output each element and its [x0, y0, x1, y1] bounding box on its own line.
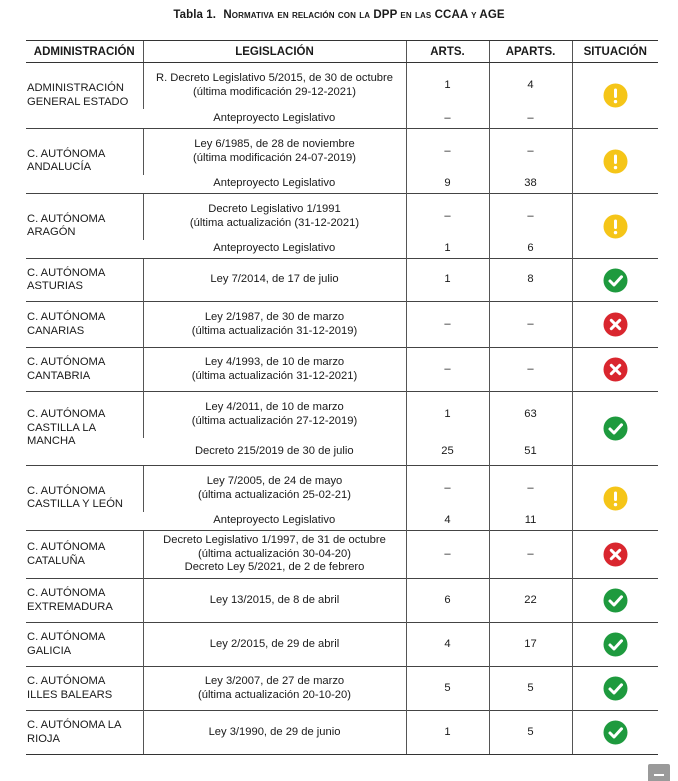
aparts-cell: –: [489, 109, 572, 129]
legislation-line: Ley 7/2014, de 17 de julio: [210, 273, 339, 286]
admin-cell: [26, 711, 143, 755]
exclamation-icon: [603, 83, 628, 108]
status-cell: [572, 63, 658, 129]
table-row: [26, 623, 658, 667]
legislation-cell: [143, 579, 406, 623]
check-icon: [603, 416, 628, 441]
legislation-line: Decreto Legislativo 1/1997, de 31 de octubre: [163, 534, 386, 547]
status-cell: [572, 129, 658, 194]
table-row: [26, 466, 658, 512]
legislation-line: Ley 2/2015, de 29 de abril: [209, 637, 340, 650]
aparts-cell: 5: [489, 711, 572, 755]
arts-cell: 1: [406, 63, 489, 109]
arts-cell: 9: [406, 175, 489, 194]
legislation-line: R. Decreto Legislativo 5/2015, de 30 de octubre: [156, 72, 393, 85]
legislation-line: Decreto Ley 5/2021, de 2 de febrero: [184, 561, 365, 574]
aparts-cell: –: [489, 129, 572, 175]
admin-line: MANCHA: [27, 435, 76, 448]
header-status: SITUACIÓN: [572, 41, 658, 63]
legislation-line: (última actualización 31-12-2021): [191, 369, 358, 382]
admin-line: C. AUTÓNOMA: [27, 266, 106, 279]
table-row: [26, 667, 658, 711]
admin-cell: [26, 129, 143, 194]
table-caption: [0, 9, 678, 21]
aparts-cell: 22: [489, 579, 572, 623]
admin-line: C. AUTÓNOMA: [27, 311, 106, 324]
status-cell: [572, 623, 658, 667]
check-icon: [603, 720, 628, 745]
legislation-line: Ley 7/2005, de 24 de mayo: [206, 475, 343, 488]
legislation-cell: [143, 466, 406, 512]
legislation-line: (última modificación 29-12-2021): [193, 85, 356, 98]
aparts-cell: –: [489, 194, 572, 240]
arts-cell: 1: [406, 711, 489, 755]
arts-cell: –: [406, 194, 489, 240]
arts-cell: –: [406, 129, 489, 175]
legislation-line: (última actualización 30-04-20): [198, 547, 351, 560]
table-row: [26, 579, 658, 623]
status-cell: [572, 531, 658, 579]
header-row: [26, 41, 658, 63]
status-cell: [572, 466, 658, 531]
admin-line: C. AUTÓNOMA: [27, 356, 106, 369]
legislation-cell: [143, 259, 406, 302]
collapse-button[interactable]: [648, 764, 670, 781]
legislation-line: Decreto 215/2019 de 30 de julio: [194, 444, 354, 457]
admin-line: ADMINISTRACIÓN: [27, 82, 124, 95]
arts-cell: 4: [406, 623, 489, 667]
table-row: [26, 711, 658, 755]
aparts-cell: –: [489, 302, 572, 348]
legislation-cell: [143, 623, 406, 667]
aparts-cell: 4: [489, 63, 572, 109]
table-row: [26, 302, 658, 348]
table-row: [26, 194, 658, 240]
admin-line: C. AUTÓNOMA: [27, 484, 106, 497]
table-row: [26, 348, 658, 392]
admin-line: C. AUTÓNOMA: [27, 541, 106, 554]
aparts-cell: 63: [489, 392, 572, 438]
admin-cell: [26, 579, 143, 623]
admin-line: ARAGÓN: [27, 226, 76, 238]
legislation-line: Anteproyecto Legislativo: [213, 514, 336, 527]
admin-line: CASTILLA Y LEÓN: [27, 498, 123, 510]
legislation-line: Ley 4/1993, de 10 de marzo: [204, 356, 345, 369]
status-cell: [572, 302, 658, 348]
aparts-cell: 6: [489, 240, 572, 259]
legislation-cell: [143, 667, 406, 711]
admin-line: C. AUTÓNOMA: [27, 587, 106, 600]
caption-title: Normativa en relación con la DPP en las CCAA y AGE: [223, 9, 505, 21]
legislation-line: Ley 6/1985, de 28 de noviembre: [194, 138, 355, 151]
arts-cell: 4: [406, 512, 489, 531]
check-icon: [603, 268, 628, 293]
admin-cell: [26, 392, 143, 466]
legislation-line: (última actualización 25-02-21): [198, 488, 351, 501]
legislation-cell: [143, 63, 406, 109]
legislation-line: Ley 3/1990, de 29 de junio: [208, 725, 341, 738]
legislation-line: (última actualización 31-12-2019): [191, 324, 358, 337]
aparts-cell: –: [489, 531, 572, 579]
header-aparts: APARTS.: [489, 41, 572, 63]
legislation-line: (última actualización 20-10-20): [198, 688, 351, 701]
arts-cell: –: [406, 109, 489, 129]
arts-cell: –: [406, 348, 489, 392]
admin-line: C. AUTÓNOMA: [27, 408, 106, 421]
x-icon: [603, 357, 628, 382]
aparts-cell: 5: [489, 667, 572, 711]
table-row: [26, 531, 658, 579]
x-icon: [603, 312, 628, 337]
legislation-line: Anteproyecto Legislativo: [213, 111, 336, 124]
exclamation-icon: [603, 214, 628, 239]
legislation-cell: [143, 129, 406, 175]
arts-cell: –: [406, 302, 489, 348]
table-row: [26, 129, 658, 175]
admin-line: C. AUTÓNOMA: [27, 631, 106, 644]
admin-line: CATALUÑA: [27, 554, 86, 567]
legislation-cell: [143, 392, 406, 438]
admin-cell: [26, 667, 143, 711]
exclamation-icon: [603, 486, 628, 511]
legislation-line: (última modificación 24-07-2019): [193, 151, 356, 164]
legislation-cell: [143, 438, 406, 466]
legislation-cell: [143, 512, 406, 531]
header-arts: ARTS.: [406, 41, 489, 63]
arts-cell: 25: [406, 438, 489, 466]
admin-line: ANDALUCÍA: [27, 161, 92, 173]
admin-cell: [26, 531, 143, 579]
legislation-line: (última actualización (31-12-2021): [189, 216, 360, 229]
legislation-line: Anteproyecto Legislativo: [213, 177, 336, 190]
aparts-cell: 11: [489, 512, 572, 531]
legislation-line: Ley 2/1987, de 30 de marzo: [204, 311, 345, 324]
aparts-cell: –: [489, 348, 572, 392]
legislation-cell: [143, 175, 406, 194]
arts-cell: 6: [406, 579, 489, 623]
admin-line: C. AUTÓNOMA: [27, 675, 106, 688]
legislation-line: Ley 4/2011, de 10 de marzo: [205, 401, 344, 414]
admin-cell: [26, 466, 143, 531]
legislation-cell: [143, 711, 406, 755]
admin-cell: [26, 259, 143, 302]
aparts-cell: 17: [489, 623, 572, 667]
legislation-cell: [143, 302, 406, 348]
admin-cell: [26, 302, 143, 348]
legislation-cell: [143, 348, 406, 392]
admin-line: CANARIAS: [27, 324, 85, 337]
arts-cell: –: [406, 531, 489, 579]
check-icon: [603, 632, 628, 657]
header-admin: ADMINISTRACIÓN: [26, 41, 143, 63]
status-cell: [572, 667, 658, 711]
admin-cell: [26, 348, 143, 392]
arts-cell: 1: [406, 392, 489, 438]
arts-cell: 5: [406, 667, 489, 711]
status-cell: [572, 711, 658, 755]
check-icon: [603, 676, 628, 701]
admin-cell: [26, 194, 143, 259]
status-cell: [572, 259, 658, 302]
legislation-line: Ley 13/2015, de 8 de abril: [209, 593, 340, 606]
arts-cell: –: [406, 466, 489, 512]
admin-line: CASTILLA LA: [27, 421, 97, 434]
admin-line: GENERAL ESTADO: [27, 95, 129, 108]
aparts-cell: 38: [489, 175, 572, 194]
status-cell: [572, 392, 658, 466]
header-legislation: LEGISLACIÓN: [143, 41, 406, 63]
admin-line: GALICIA: [27, 644, 72, 657]
admin-line: C. AUTÓNOMA LA: [27, 719, 122, 732]
legislation-cell: [143, 194, 406, 240]
admin-line: CANTABRIA: [27, 369, 91, 382]
admin-line: C. AUTÓNOMA: [27, 212, 106, 225]
check-icon: [603, 588, 628, 613]
legislation-line: Decreto Legislativo 1/1991: [208, 203, 341, 216]
legislation-cell: [143, 109, 406, 129]
table-body: [26, 63, 658, 755]
table-row: [26, 259, 658, 302]
status-cell: [572, 579, 658, 623]
admin-line: C. AUTÓNOMA: [27, 147, 106, 160]
arts-cell: 1: [406, 240, 489, 259]
aparts-cell: 51: [489, 438, 572, 466]
aparts-cell: 8: [489, 259, 572, 302]
status-cell: [572, 194, 658, 259]
admin-cell: [26, 63, 143, 129]
legislation-cell: [143, 531, 406, 579]
admin-line: ILLES BALEARS: [27, 688, 113, 701]
table-row: [26, 63, 658, 109]
status-cell: [572, 348, 658, 392]
legislation-line: Ley 3/2007, de 27 de marzo: [204, 675, 345, 688]
admin-line: EXTREMADURA: [27, 600, 113, 613]
legislation-table: [26, 40, 658, 755]
table-row: [26, 392, 658, 438]
aparts-cell: –: [489, 466, 572, 512]
exclamation-icon: [603, 149, 628, 174]
arts-cell: 1: [406, 259, 489, 302]
x-icon: [603, 542, 628, 567]
admin-cell: [26, 623, 143, 667]
legislation-cell: [143, 240, 406, 259]
legislation-line: Anteproyecto Legislativo: [213, 242, 336, 255]
admin-line: ASTURIAS: [27, 280, 83, 292]
legislation-line: (última actualización 27-12-2019): [191, 414, 358, 427]
admin-line: RIOJA: [27, 732, 60, 745]
caption-label: Tabla 1.: [173, 9, 217, 21]
